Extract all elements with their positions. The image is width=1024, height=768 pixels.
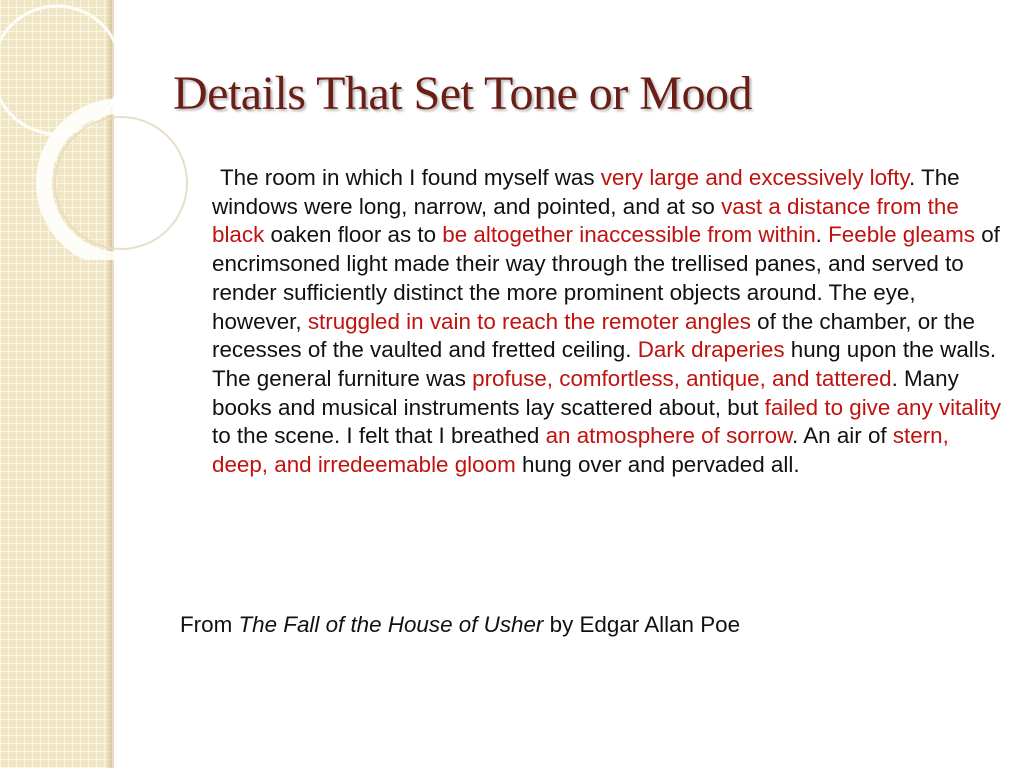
passage-text: The room in which I found myself was (220, 165, 601, 190)
highlighted-phrase: profuse, comfortless, antique, and tattered (472, 365, 892, 391)
passage-text: hung upon the walls. The general furniture was (212, 337, 997, 391)
highlighted-phrase: struggled in vain to reach the remoter angles (307, 308, 751, 334)
passage-text: oaken floor as to (264, 222, 443, 248)
slide-title: Details That Set Tone or Mood (173, 67, 752, 120)
passage-text: of the chamber, or the recesses of the vaulted and fretted ceiling. (212, 308, 975, 363)
passage-text: . The windows were long, narrow, and pointed, and at so (212, 165, 960, 219)
highlighted-phrase: stern, deep, and irredeemable gloom (212, 423, 949, 478)
citation-author: by Edgar Allan Poe (543, 612, 741, 637)
citation-prefix: From (180, 612, 239, 637)
decorative-ring-medium (44, 106, 198, 260)
highlighted-phrase: very large and excessively lofty (600, 165, 910, 190)
passage-text: . (815, 222, 829, 248)
highlighted-phrase: Feeble gleams (828, 222, 975, 248)
citation-work-title: The Fall of the House of Usher (238, 612, 544, 637)
passage-text: . Many books and musical instruments lay scattered about, but (212, 365, 959, 420)
passage-text: of encrimsoned light made their way through the trellised panes, and served to render sufficiently distinct the more prominent objects around. The eye, however, (212, 222, 1000, 334)
highlighted-phrase: failed to give any vitality (764, 394, 1002, 420)
highlighted-phrase: be altogether inaccessible from within (442, 222, 816, 248)
decorative-ring-inner (55, 117, 187, 249)
poe-passage (212, 164, 1002, 480)
citation (180, 611, 740, 639)
decorative-rings (0, 0, 240, 260)
passage-text: . An air of (792, 423, 893, 449)
highlighted-phrase: an atmosphere of sorrow (545, 423, 793, 449)
passage-text: to the scene. I felt that I breathed (212, 423, 546, 449)
passage-text: hung over and pervaded all. (515, 452, 800, 478)
highlighted-phrase: vast a distance from the black (212, 193, 959, 248)
highlighted-phrase: Dark draperies (637, 337, 785, 363)
